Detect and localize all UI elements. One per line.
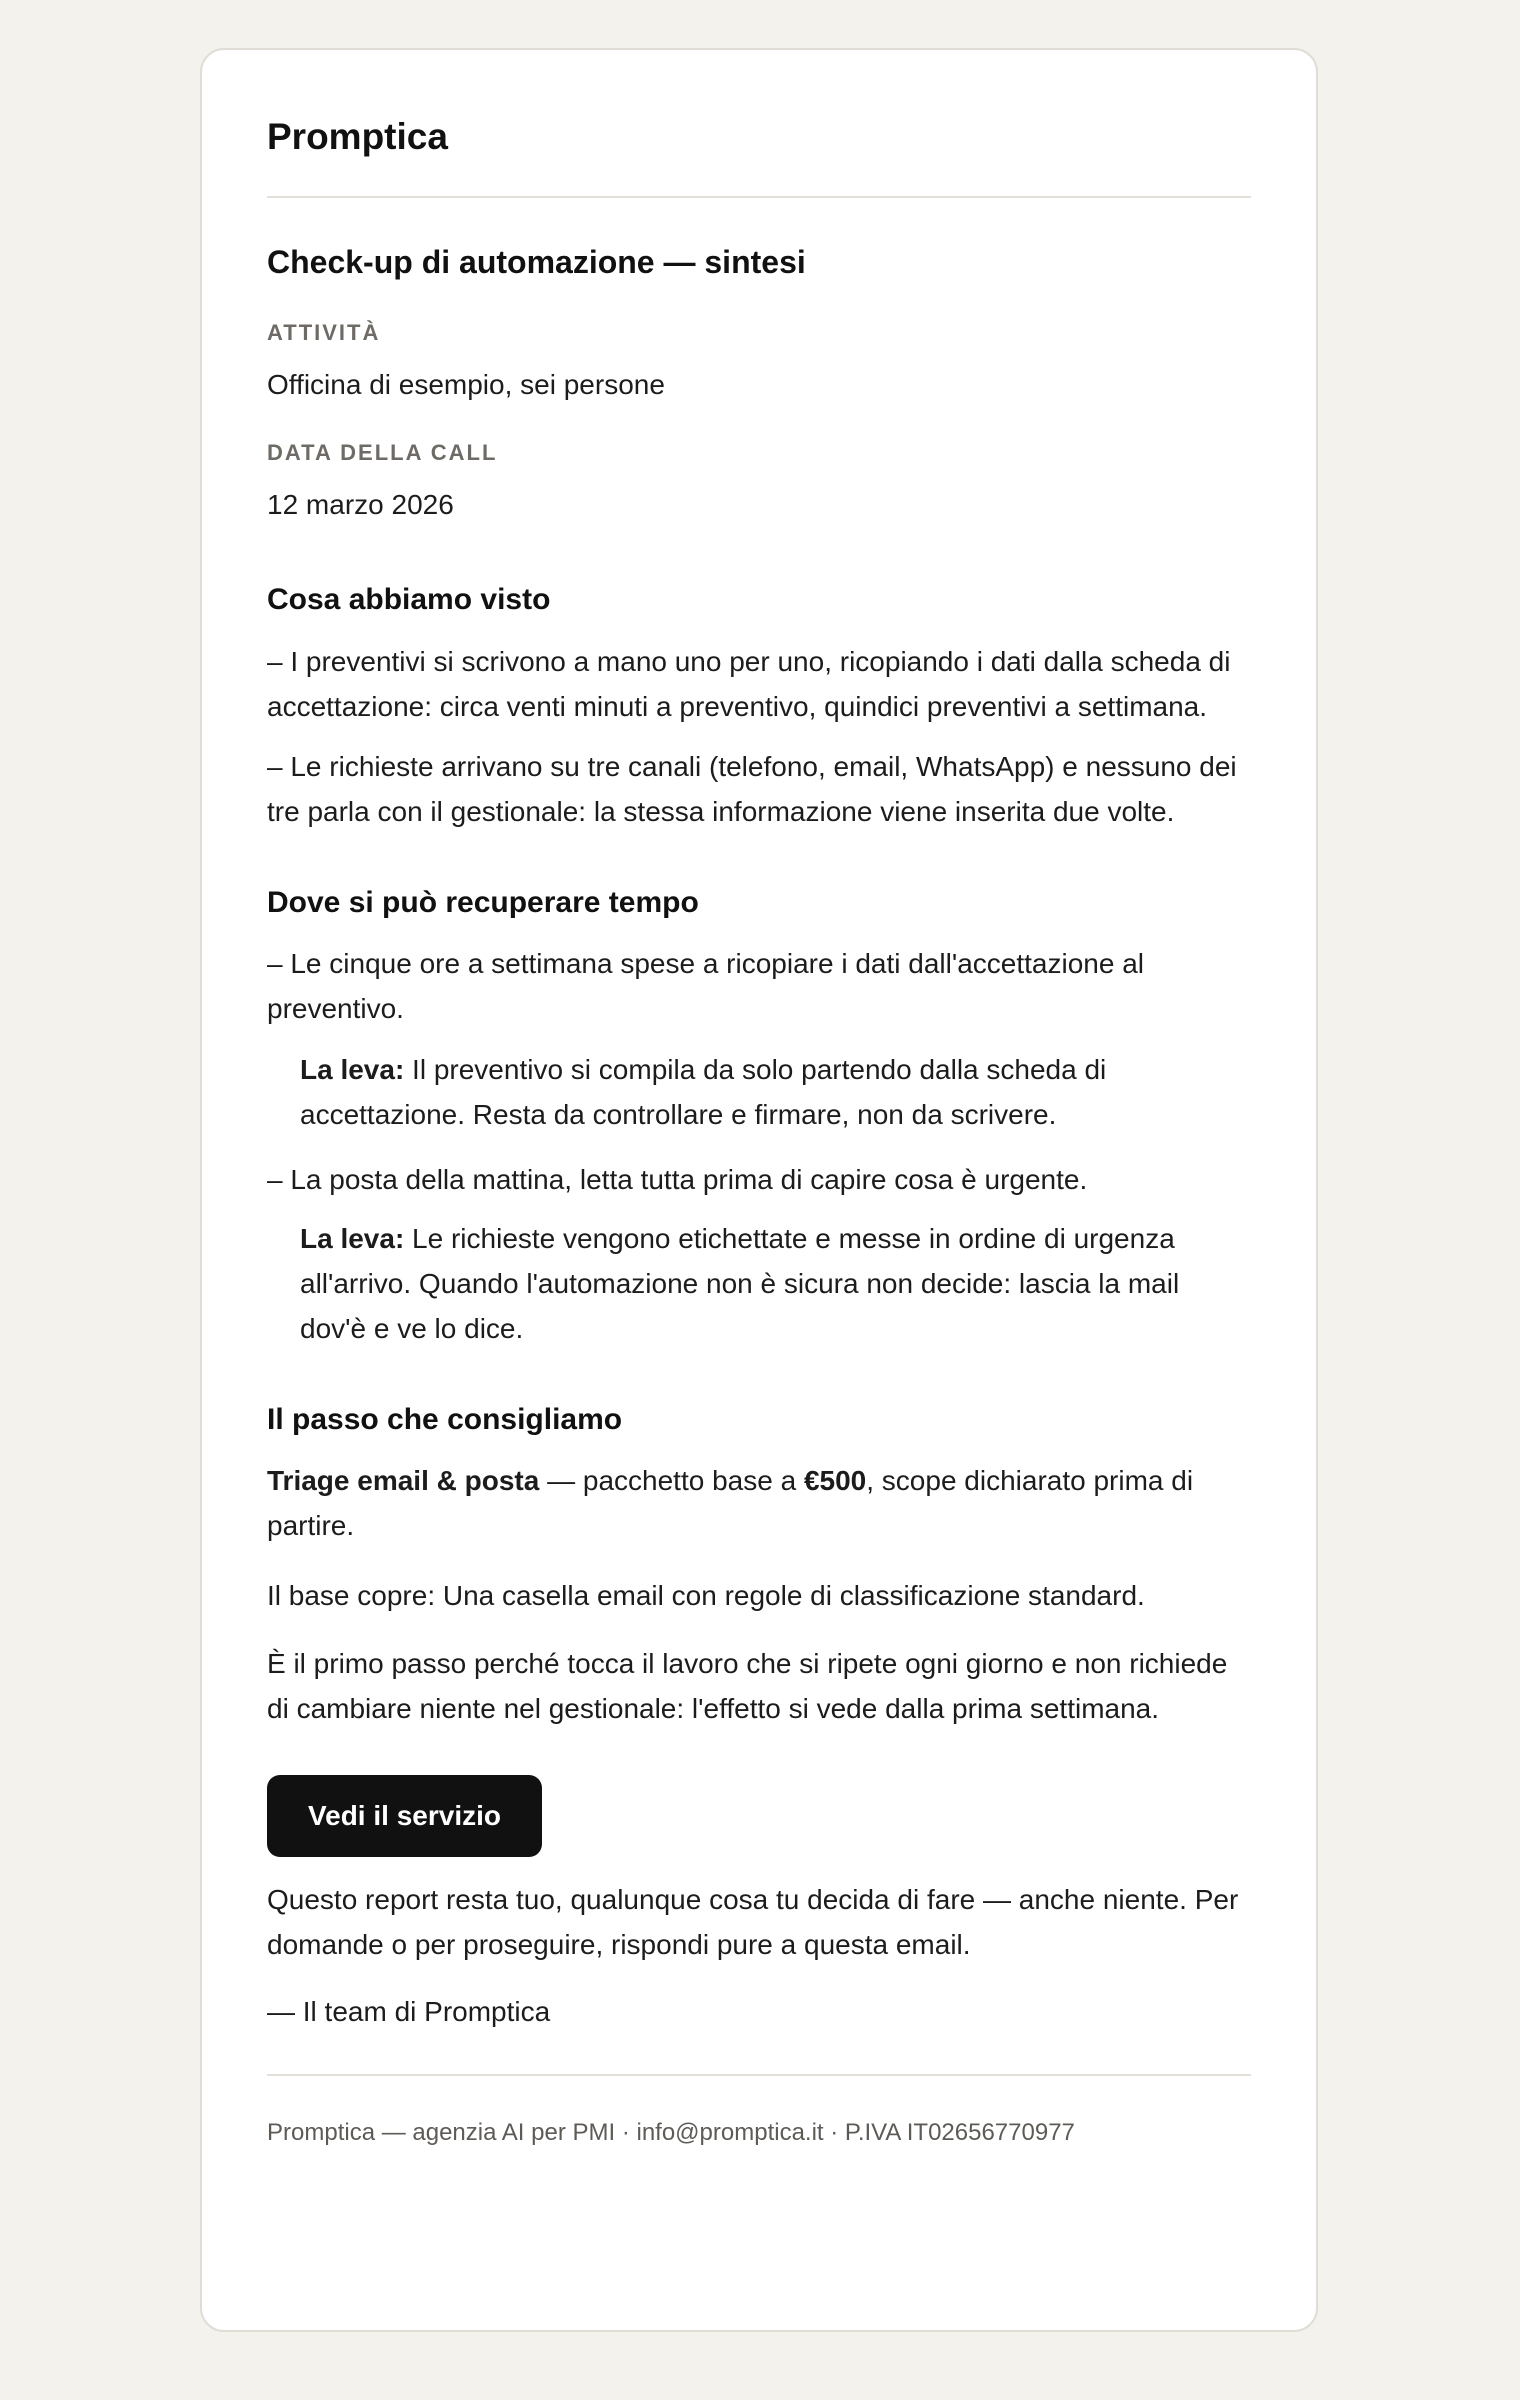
finding-item: – Le richieste arrivano su tre canali (telefono, email, WhatsApp) e nessuno dei tre parla con il gestionale: la stessa informazione viene inserita due volte.	[267, 751, 1237, 827]
lever-text: Il preventivo si compila da solo partendo dalla scheda di accettazione. Resta da controllare e firmare, non da scrivere.	[300, 1054, 1107, 1130]
activity-label: ATTIVITÀ	[267, 320, 381, 345]
cta-wrapper	[267, 1775, 1251, 1857]
lever-note	[267, 1047, 1251, 1137]
section-heading-seen: Cosa abbiamo visto	[267, 583, 551, 616]
service-name: Triage email & posta	[267, 1465, 540, 1496]
service-price: €500	[803, 1465, 867, 1496]
signature: — Il team di Promptica	[267, 1996, 551, 2027]
report-title: Check-up di automazione — sintesi	[267, 244, 806, 280]
opportunity-item: – Le cinque ore a settimana spese a ricopiare i dati dall'accettazione al preventivo.	[267, 948, 1144, 1024]
view-service-button[interactable]: Vedi il servizio	[267, 1775, 542, 1857]
footer-divider	[267, 2074, 1251, 2076]
finding-item: – I preventivi si scrivono a mano uno per uno, ricopiando i dati dalla scheda di accettazione: circa venti minuti a preventivo, quindici preventivi a settimana.	[267, 646, 1231, 722]
report-card	[200, 48, 1318, 2332]
opportunity-item: – La posta della mattina, letta tutta prima di capire cosa è urgente.	[267, 1164, 1088, 1195]
lever-label: La leva:	[300, 1223, 405, 1254]
section-heading-recommend: Il passo che consigliamo	[267, 1403, 623, 1436]
coverage-text: Il base copre: Una casella email con regole di classificazione standard.	[267, 1580, 1145, 1611]
service-scope: , scope dichiarato prima di partire.	[267, 1465, 1194, 1541]
section-heading-recover: Dove si può recuperare tempo	[267, 886, 699, 919]
rationale-text: È il primo passo perché tocca il lavoro che si ripete ogni giorno e non richiede di cambiare niente nel gestionale: l'effetto si vede dalla prima settimana.	[267, 1648, 1228, 1724]
call-date-label: DATA DELLA CALL	[267, 440, 498, 465]
footer-text: Promptica — agenzia AI per PMI · info@promptica.it · P.IVA IT02656770977	[267, 2119, 1075, 2146]
lever-label: La leva:	[300, 1054, 405, 1085]
header-divider	[267, 196, 1251, 198]
recommended-service	[267, 1458, 1251, 1548]
lever-text: Le richieste vengono etichettate e messe in ordine di urgenza all'arrivo. Quando l'automazione non è sicura non decide: lascia la mail dov'è e ve lo dice.	[300, 1223, 1180, 1344]
brand-name: Promptica	[267, 116, 448, 157]
service-description: — pacchetto base a	[539, 1465, 804, 1496]
activity-value: Officina di esempio, sei persone	[267, 369, 665, 400]
lever-note	[267, 1216, 1251, 1351]
closing-text: Questo report resta tuo, qualunque cosa tu decida di fare — anche niente. Per domande o per proseguire, rispondi pure a questa email.	[267, 1884, 1239, 1960]
call-date-value: 12 marzo 2026	[267, 489, 454, 520]
